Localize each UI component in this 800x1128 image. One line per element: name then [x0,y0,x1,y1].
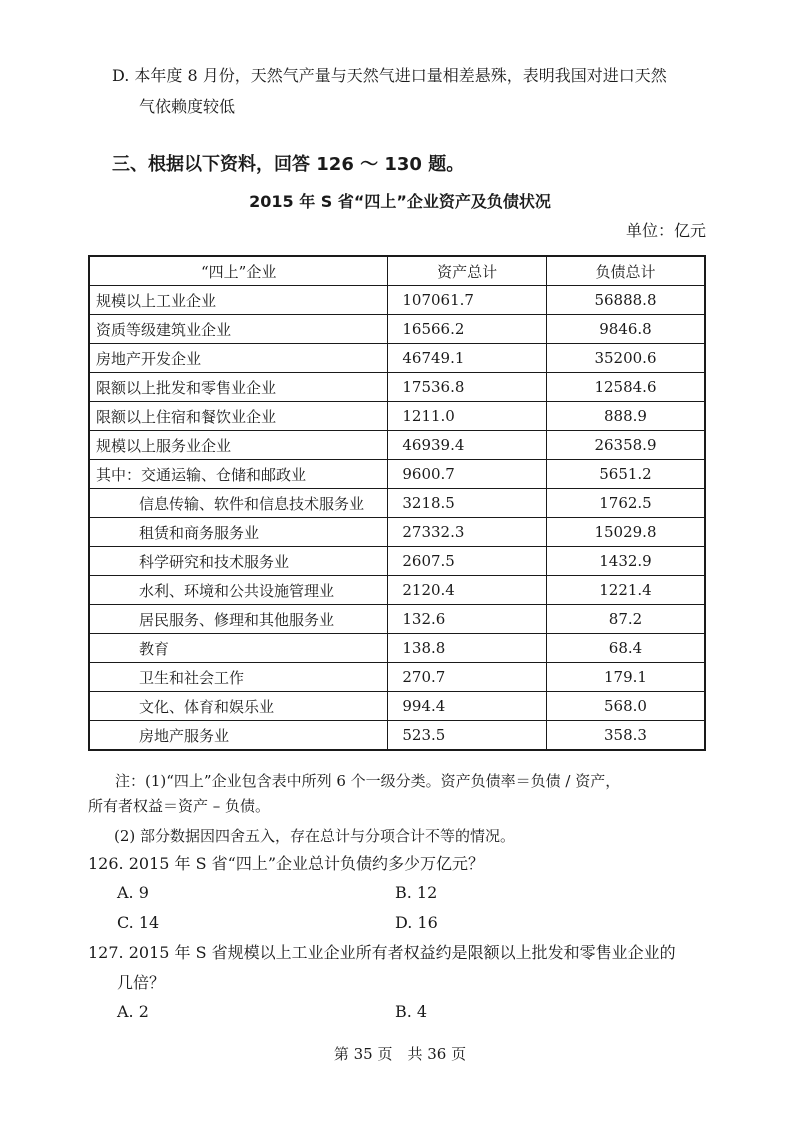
note-1-line1: 注：(1)“四上”企业包含表中所列 6 个一级分类。资产负债率＝负债 / 资产， [115,772,621,790]
row-liabilities: 26358.9 [546,431,705,460]
question-127-option-b: B. 4 [395,1002,428,1021]
question-126-option-d: D. 16 [395,913,438,932]
row-name: 限额以上批发和零售业企业 [89,373,388,402]
row-assets: 138.8 [388,634,547,663]
row-assets: 270.7 [388,663,547,692]
row-name: 科学研究和技术服务业 [89,547,388,576]
row-liabilities: 12584.6 [546,373,705,402]
section-heading: 三、根据以下资料，回答 126 ～ 130 题。 [112,154,465,175]
table-row [89,286,705,315]
table-header-row [89,256,705,286]
row-liabilities: 358.3 [546,721,705,751]
table-row [89,315,705,344]
page-footer: 第 35 页 共 36 页 [333,1045,467,1063]
row-name: 居民服务、修理和其他服务业 [89,605,388,634]
row-liabilities: 87.2 [546,605,705,634]
row-assets: 16566.2 [388,315,547,344]
table-row [89,576,705,605]
table-row [89,402,705,431]
row-assets: 9600.7 [388,460,547,489]
row-liabilities: 35200.6 [546,344,705,373]
row-name: 卫生和社会工作 [89,663,388,692]
table-row [89,489,705,518]
row-liabilities: 9846.8 [546,315,705,344]
question-127-stem-line1: 127. 2015 年 S 省规模以上工业企业所有者权益约是限额以上批发和零售业企业的 [88,943,676,962]
question-126-stem: 126. 2015 年 S 省“四上”企业总计负债约多少万亿元？ [88,854,485,873]
assets-liabilities-table [88,255,706,751]
row-liabilities: 56888.8 [546,286,705,315]
question-127-stem-line2: 几倍？ [117,973,166,992]
row-name: 房地产开发企业 [89,344,388,373]
row-liabilities: 179.1 [546,663,705,692]
row-name: 水利、环境和公共设施管理业 [89,576,388,605]
prev-option-d-line2: 气依赖度较低 [139,97,236,116]
row-assets: 3218.5 [388,489,547,518]
row-assets: 46749.1 [388,344,547,373]
row-name: 租赁和商务服务业 [89,518,388,547]
col-header-liabilities: 负债总计 [546,256,705,286]
note-1-line2: 所有者权益＝资产 – 负债。 [88,797,271,815]
row-liabilities: 1762.5 [546,489,705,518]
table-row [89,344,705,373]
table-row [89,605,705,634]
row-assets: 27332.3 [388,518,547,547]
row-assets: 132.6 [388,605,547,634]
table-row [89,721,705,751]
row-liabilities: 568.0 [546,692,705,721]
table-row [89,547,705,576]
row-name: 其中：交通运输、仓储和邮政业 [89,460,388,489]
table-row [89,373,705,402]
row-liabilities: 1221.4 [546,576,705,605]
unit-label: 单位：亿元 [626,221,707,240]
table-row [89,431,705,460]
row-liabilities: 5651.2 [546,460,705,489]
question-126-option-b: B. 12 [395,883,438,902]
table-row [89,692,705,721]
row-assets: 2607.5 [388,547,547,576]
table-row [89,460,705,489]
row-assets: 107061.7 [388,286,547,315]
row-name: 规模以上服务业企业 [89,431,388,460]
table-title: 2015 年 S 省“四上”企业资产及负债状况 [249,192,551,211]
row-name: 房地产服务业 [89,721,388,751]
note-2: (2) 部分数据因四舍五入，存在总计与分项合计不等的情况。 [114,827,516,845]
prev-option-d-line1: D. 本年度 8 月份，天然气产量与天然气进口量相差悬殊，表明我国对进口天然 [112,66,667,85]
table-row [89,518,705,547]
row-name: 规模以上工业企业 [89,286,388,315]
row-liabilities: 1432.9 [546,547,705,576]
question-127-option-a: A. 2 [117,1002,149,1021]
row-assets: 994.4 [388,692,547,721]
row-liabilities: 68.4 [546,634,705,663]
row-name: 信息传输、软件和信息技术服务业 [89,489,388,518]
row-name: 资质等级建筑业企业 [89,315,388,344]
row-liabilities: 888.9 [546,402,705,431]
table-row [89,663,705,692]
row-name: 限额以上住宿和餐饮业企业 [89,402,388,431]
row-assets: 46939.4 [388,431,547,460]
table-row [89,634,705,663]
row-assets: 2120.4 [388,576,547,605]
row-assets: 1211.0 [388,402,547,431]
row-name: 文化、体育和娱乐业 [89,692,388,721]
col-header-assets: 资产总计 [388,256,547,286]
row-liabilities: 15029.8 [546,518,705,547]
question-126-option-c: C. 14 [117,913,160,932]
row-name: 教育 [89,634,388,663]
row-assets: 17536.8 [388,373,547,402]
question-126-option-a: A. 9 [117,883,149,902]
row-assets: 523.5 [388,721,547,751]
col-header-enterprise: “四上”企业 [89,256,388,286]
